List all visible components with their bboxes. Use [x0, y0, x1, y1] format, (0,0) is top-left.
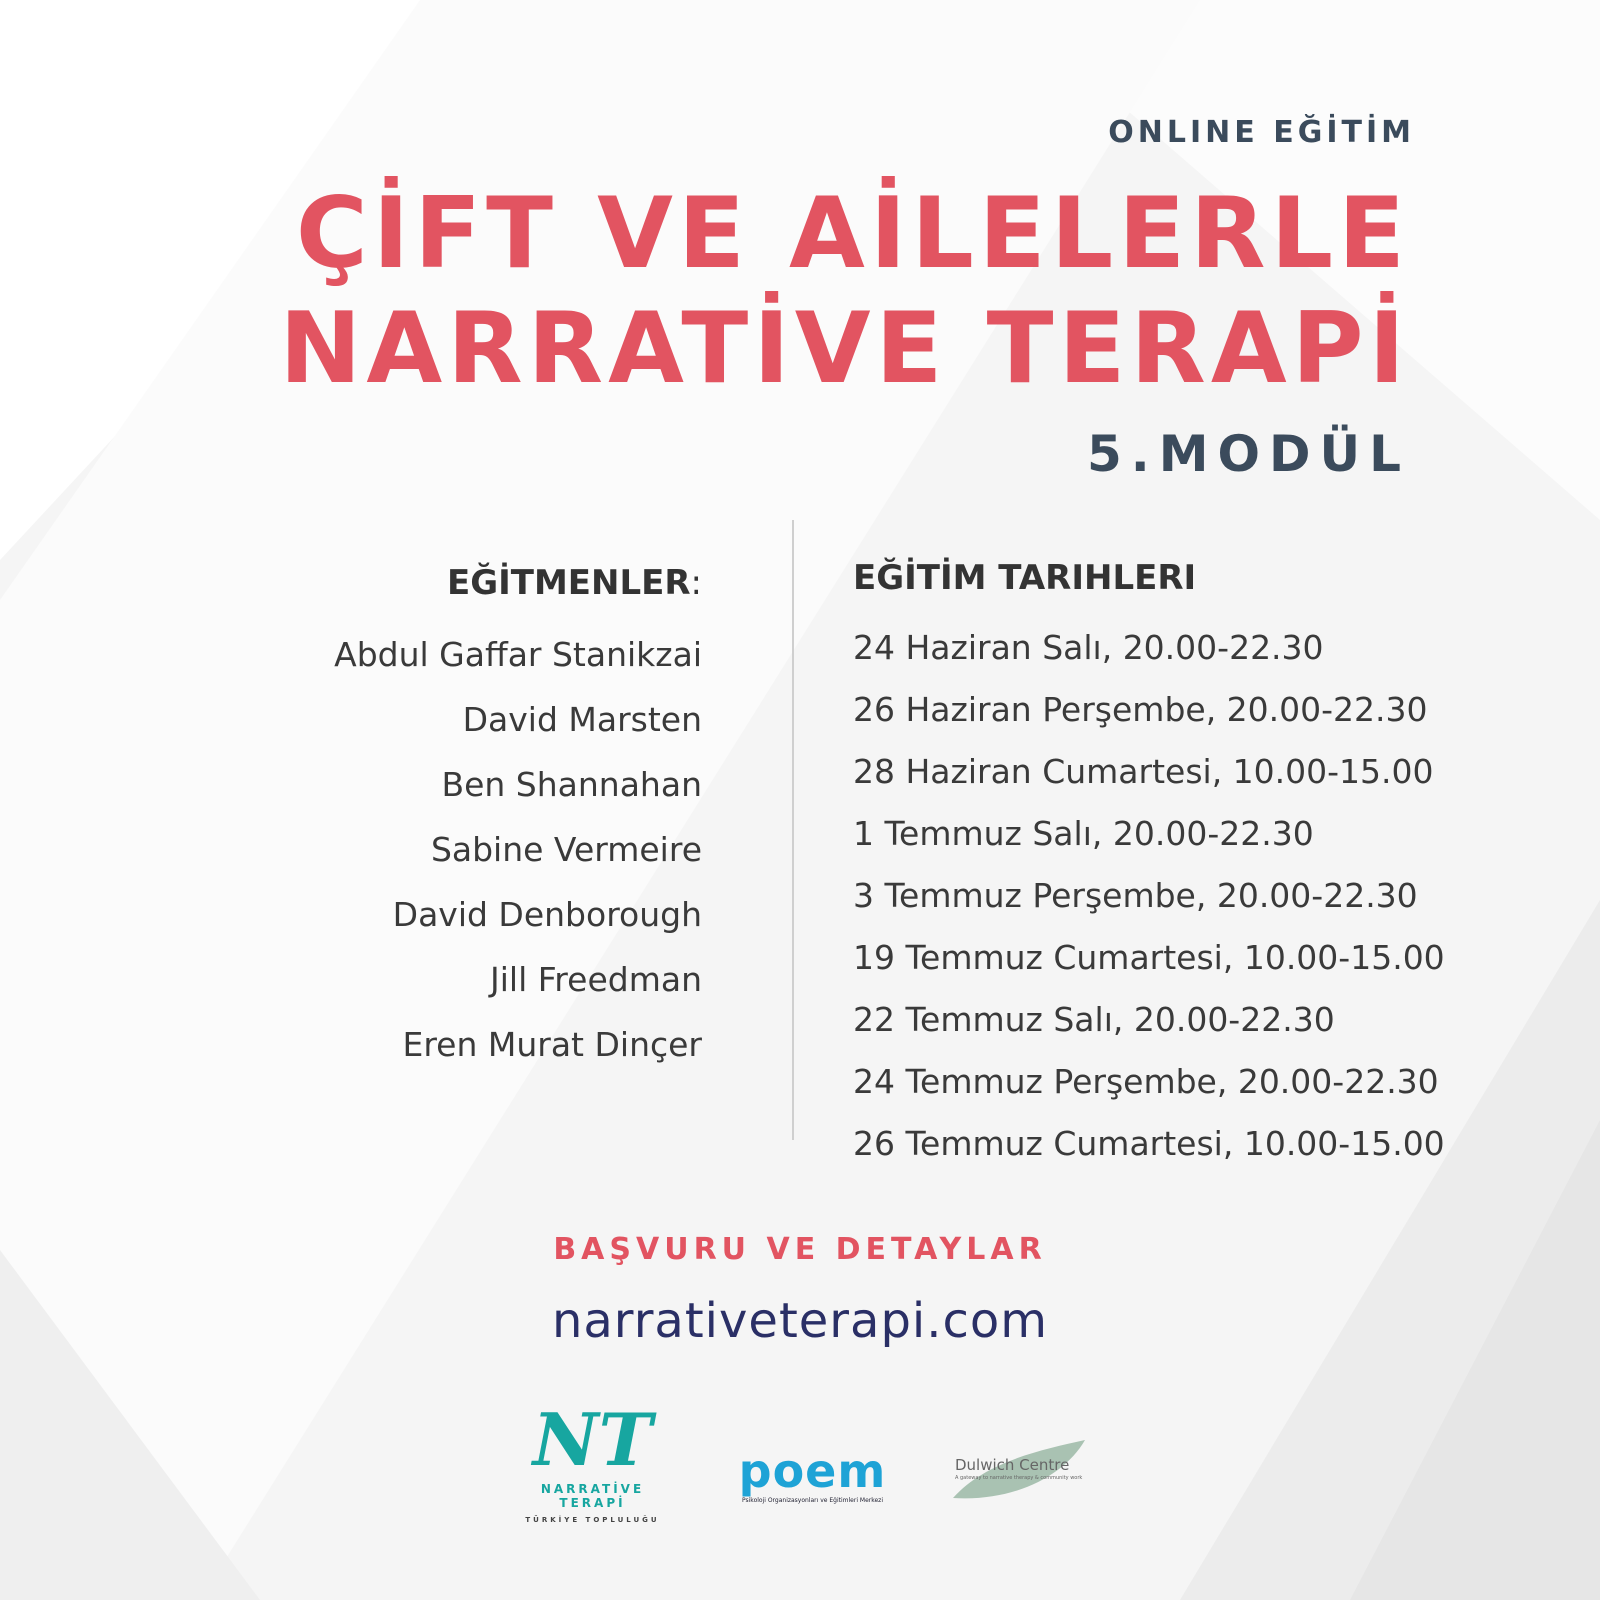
instructor-name: David Marsten — [462, 700, 702, 739]
instructors-heading — [334, 560, 702, 606]
date-item: 3 Temmuz Perşembe, 20.00-22.30 — [853, 876, 1418, 915]
date-item: 24 Temmuz Perşembe, 20.00-22.30 — [853, 1062, 1439, 1101]
dates-heading: EĞİTİM TARIHLERI — [853, 558, 1197, 598]
date-item: 19 Temmuz Cumartesi, 10.00-15.00 — [853, 938, 1445, 977]
instructor-name: David Denborough — [392, 895, 702, 934]
instructors-heading-text: EĞİTMENLER — [446, 563, 691, 603]
instructor-name: Jill Freedman — [490, 960, 702, 999]
date-list — [853, 617, 1445, 1175]
website-link[interactable]: narrativeterapi.com — [551, 1293, 1049, 1349]
dates-section — [853, 555, 1445, 1175]
instructor-name: Ben Shannahan — [441, 765, 702, 804]
module-label: 5.MODÜL — [1086, 425, 1410, 483]
instructor-name: Sabine Vermeire — [430, 830, 702, 869]
date-item: 26 Temmuz Cumartesi, 10.00-15.00 — [853, 1124, 1445, 1163]
nt-logo-line1: NARRATİVE TERAPİ — [540, 1482, 645, 1510]
dulwich-name: Dulwich Centre — [955, 1456, 1070, 1474]
instructor-name: Eren Murat Dinçer — [402, 1025, 702, 1064]
dulwich-centre-logo — [945, 1440, 1095, 1510]
instructors-heading-colon: : — [690, 563, 702, 603]
date-item: 24 Haziran Salı, 20.00-22.30 — [853, 628, 1324, 667]
date-item: 22 Temmuz Salı, 20.00-22.30 — [853, 1000, 1335, 1039]
column-divider — [792, 520, 794, 1140]
title-line-2: NARRATİVE TERAPİ — [279, 292, 1410, 406]
instructor-list — [334, 622, 702, 1077]
instructor-name: Abdul Gaffar Stanikzai — [334, 635, 702, 674]
poem-tagline: Psikoloji Organizasyonları ve Eğitimleri Merkezi — [742, 1497, 883, 1504]
narrative-terapi-logo — [505, 1397, 680, 1524]
instructors-section — [334, 560, 702, 1077]
dulwich-tagline: A gateway to narrative therapy & community work — [955, 1475, 1083, 1481]
apply-label: BAŞVURU VE DETAYLAR — [553, 1232, 1047, 1267]
poem-logo — [735, 1444, 890, 1508]
title-line-1: ÇİFT VE AİLELERLE — [295, 177, 1410, 291]
nt-monogram: NT — [532, 1397, 653, 1482]
subtitle: ONLINE EĞİTİM — [1108, 115, 1415, 150]
date-item: 1 Temmuz Salı, 20.00-22.30 — [853, 814, 1314, 853]
date-item: 28 Haziran Cumartesi, 10.00-15.00 — [853, 752, 1434, 791]
nt-logo-line2: TÜRKİYE TOPLULUĞU — [525, 1516, 660, 1524]
poem-wordmark: poem — [738, 1444, 887, 1498]
date-item: 26 Haziran Perşembe, 20.00-22.30 — [853, 690, 1428, 729]
